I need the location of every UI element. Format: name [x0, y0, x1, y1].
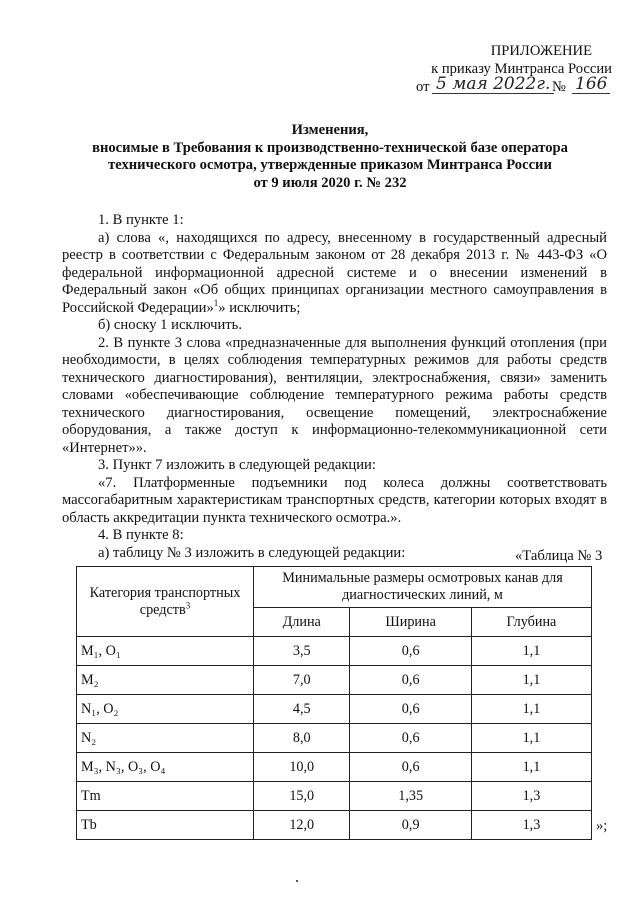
footnote-ref: 1 — [213, 297, 219, 308]
date-handwritten: 5 мая 2022г. — [432, 75, 554, 94]
cell-length: 3,5 — [254, 637, 350, 666]
header-width: Ширина — [350, 608, 471, 637]
paragraph-1: 1. В пункте 1: — [98, 212, 184, 228]
document-body — [62, 212, 607, 562]
title-line-1: Изменения, — [291, 122, 369, 138]
cell-length: 12,0 — [254, 811, 350, 840]
paragraph-2-end: » исключить; — [218, 299, 301, 316]
date-prefix: от — [416, 79, 430, 95]
cell-length: 8,0 — [254, 724, 350, 753]
table-closing-quote: »; — [596, 818, 608, 834]
paragraph-4: 2. В пункте 3 слова «предназначенные для выполнения функций отопления (при необходимости, в целях соблюдения температурных режимов для работы средств технического диагностирования), вентиляции, электроснабжения, связи» заменить словами «обеспечивающие соблюдение температурного режима работы средств технического диагностирования, освещение помещений, электроснабжение оборудования, а также доступ к информационно-телекоммуникационной сети «Интернет»». — [62, 334, 607, 456]
paragraph-2 — [62, 230, 607, 318]
table-row — [77, 637, 592, 666]
header-category-footnote: 3 — [185, 599, 191, 610]
paragraph-2-text: а) слова «, находящихся по адресу, внесенному в государственный адресный реестр в соответствии с Федеральным законом от 28 декабря 2013 г. № 443-ФЗ «О федеральной информационной адресной системе и о внесении изменений в Федеральный закон «Об общих принципах организации местного самоуправления в Российской Федерации» — [62, 229, 607, 316]
cell-depth: 1,3 — [471, 811, 591, 840]
table-row — [77, 753, 592, 782]
title-line-3: технического осмотра, утвержденные приказом Минтранса России — [108, 157, 552, 173]
header-length: Длина — [254, 608, 350, 637]
appendix-to-order: к приказу Минтранса России — [431, 61, 612, 77]
paragraph-6: «7. Платформенные подъемники под колеса должны соответствовать массогабаритным характеристикам транспортных средств, категории которых входят в область аккредитации пункта технического осмотра.». — [62, 474, 607, 526]
table-row — [77, 724, 592, 753]
paragraph-7: 4. В пункте 8: — [98, 527, 184, 543]
table-row — [77, 811, 592, 840]
paragraph-5: 3. Пункт 7 изложить в следующей редакции: — [98, 457, 376, 473]
cell-category: M₁, O₁ — [77, 637, 254, 666]
table-row — [77, 666, 592, 695]
cell-length: 7,0 — [254, 666, 350, 695]
header-depth: Глубина — [471, 608, 591, 637]
header-category: Категория транспортных средств$^3$ — [77, 567, 254, 637]
cell-width: 0,6 — [350, 637, 471, 666]
cell-width: 0,6 — [350, 666, 471, 695]
title-line-2: вносимые в Требования к производственно-технической базе оператора — [92, 139, 568, 156]
cell-width: 0,6 — [350, 724, 471, 753]
table-3 — [76, 566, 592, 840]
cell-depth: 1,1 — [471, 724, 591, 753]
cell-width: 0,9 — [350, 811, 471, 840]
cell-depth: 1,1 — [471, 695, 591, 724]
scan-dot — [296, 880, 298, 882]
title-line-4: от 9 июля 2020 г. № 232 — [253, 174, 407, 191]
cell-width: 0,6 — [350, 695, 471, 724]
cell-category: M₂ — [77, 666, 254, 695]
document-title — [60, 122, 600, 192]
cell-depth: 1,3 — [471, 782, 591, 811]
cell-length: 15,0 — [254, 782, 350, 811]
cell-depth: 1,1 — [471, 753, 591, 782]
cell-width: 0,6 — [350, 753, 471, 782]
header-dimensions: Минимальные размеры осмотровых канав для диагностических линий, м — [254, 567, 592, 608]
cell-length: 4,5 — [254, 695, 350, 724]
cell-category: N₁, O₂ — [77, 695, 254, 724]
table-row — [77, 782, 592, 811]
number-handwritten: 166 — [572, 75, 610, 94]
paragraph-8: а) таблицу № 3 изложить в следующей редакции: — [98, 544, 406, 561]
cell-category: Tb — [77, 811, 254, 840]
appendix-block — [412, 42, 612, 98]
cell-depth: 1,1 — [471, 637, 591, 666]
appendix-date-line — [412, 74, 612, 98]
table-row — [77, 695, 592, 724]
table-caption: «Таблица № 3 — [515, 548, 603, 564]
cell-depth: 1,1 — [471, 666, 591, 695]
cell-category: N₂ — [77, 724, 254, 753]
cell-length: 10,0 — [254, 753, 350, 782]
paragraph-3: б) сноску 1 исключить. — [98, 317, 242, 333]
number-prefix: № — [552, 79, 566, 95]
cell-category: Tm — [77, 782, 254, 811]
appendix-label: ПРИЛОЖЕНИЕ — [490, 43, 592, 59]
cell-width: 1,35 — [350, 782, 471, 811]
cell-category: M₃, N₃, O₃, O₄ — [77, 753, 254, 782]
